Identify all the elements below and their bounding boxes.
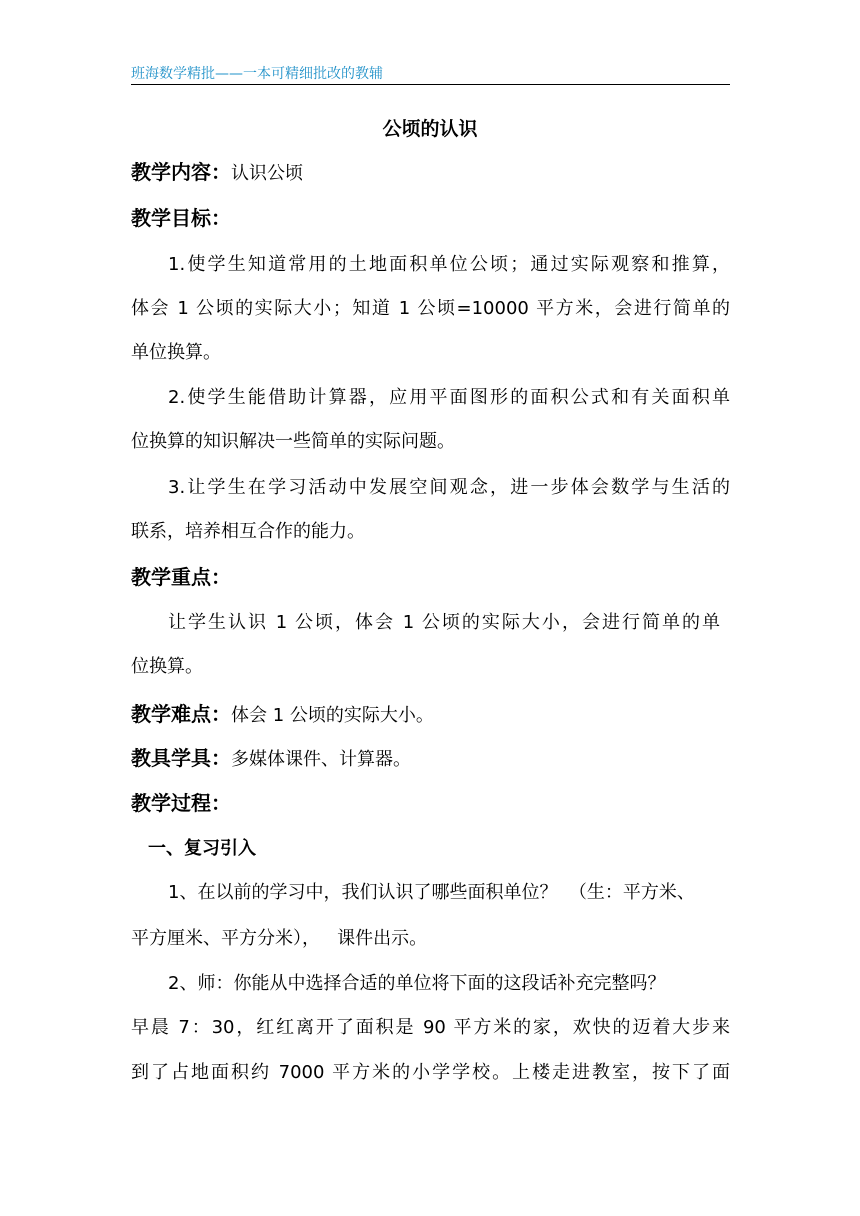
key-points-line-2: 位换算。	[131, 656, 203, 677]
key-points-line-1: 让学生认识 1 公顷，体会 1 公顷的实际大小，会进行简单的单	[168, 612, 720, 633]
key-points-line	[131, 564, 231, 592]
page-header	[131, 60, 730, 85]
tools-label: 教具学具：	[131, 746, 231, 770]
process-label: 教学过程：	[131, 791, 231, 815]
content-line	[131, 159, 303, 187]
goals-line-2: 体会 1 公顷的实际大小；知道 1 公顷=10000 平方米，会进行简单的	[131, 298, 730, 319]
content-label: 教学内容：	[131, 160, 231, 184]
goals-label: 教学目标：	[131, 206, 231, 230]
tools-line	[131, 745, 411, 773]
goals-line-1: 1.使学生知道常用的土地面积单位公顷；通过实际观察和推算，	[168, 254, 730, 275]
section-heading: 一、复习引入	[148, 838, 256, 859]
difficulty-label: 教学难点：	[131, 702, 231, 726]
difficulty-line	[131, 701, 434, 729]
key-points-label: 教学重点：	[131, 565, 231, 589]
difficulty-text: 体会 1 公顷的实际大小。	[231, 705, 434, 726]
goals-line-3: 单位换算。	[131, 342, 221, 363]
goals-line-4: 2.使学生能借助计算器，应用平面图形的面积公式和有关面积单	[168, 387, 730, 408]
content-text: 认识公顷	[231, 163, 303, 184]
page-title: 公顷的认识	[382, 118, 478, 140]
goals-line-7: 联系，培养相互合作的能力。	[131, 521, 365, 542]
process-line-5: 到了占地面积约 7000 平方米的小学学校。上楼走进教室，按下了面	[131, 1062, 730, 1083]
goals-line-5: 位换算的知识解决一些简单的实际问题。	[131, 431, 455, 452]
goals-line-6: 3.让学生在学习活动中发展空间观念，进一步体会数学与生活的	[168, 477, 730, 498]
goals-line	[131, 205, 231, 233]
process-line-4: 早晨 7：30，红红离开了面积是 90 平方米的家，欢快的迈着大步来	[131, 1017, 730, 1038]
process-line-3: 2、师：你能从中选择合适的单位将下面的这段话补充完整吗？	[168, 973, 666, 994]
process-line-1: 1、在以前的学习中，我们认识了哪些面积单位？ （生：平方米、	[168, 882, 695, 903]
process-line	[131, 790, 231, 818]
header-text: 班海数学精批——一本可精细批改的教辅	[131, 66, 383, 82]
process-line-2: 平方厘米、平方分米）， 课件出示。	[131, 928, 428, 949]
tools-text: 多媒体课件、计算器。	[231, 749, 411, 770]
